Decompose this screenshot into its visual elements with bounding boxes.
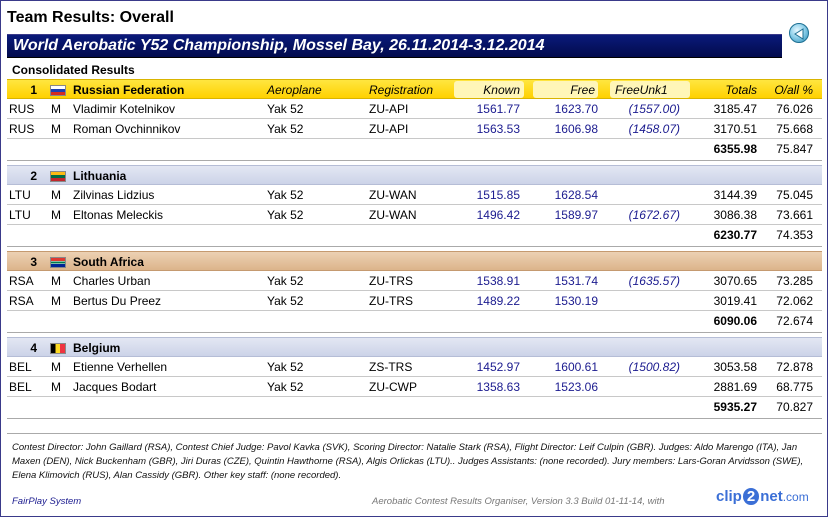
pilot-row[interactable]: [7, 357, 822, 377]
team-name: Lithuania: [73, 169, 127, 183]
pilot-overall-pct: 75.668: [776, 122, 813, 136]
clip2net-watermark: [716, 488, 826, 512]
pilot-total: 3086.38: [713, 208, 757, 222]
pilot-total: 3053.58: [713, 360, 757, 374]
team-header: [7, 79, 822, 99]
pilot-overall-pct: 73.661: [776, 208, 813, 222]
pilot-country: RUS: [9, 102, 35, 116]
pilot-country: RSA: [9, 294, 34, 308]
team-header: [7, 337, 822, 357]
col-freeunk1: FreeUnk1: [615, 83, 668, 97]
pilot-registration: ZS-TRS: [369, 360, 413, 374]
pilot-registration: ZU-CWP: [369, 380, 417, 394]
team-total: 6355.98: [713, 142, 757, 156]
pilot-aeroplane: Yak 52: [267, 294, 304, 308]
pilot-name: Bertus Du Preez: [73, 294, 162, 308]
pilot-known: 1489.22: [476, 294, 520, 308]
pilot-name: Roman Ovchinnikov: [73, 122, 181, 136]
pilot-name: Eltonas Meleckis: [73, 208, 164, 222]
pilot-country: RSA: [9, 274, 34, 288]
pilot-overall-pct: 76.026: [776, 102, 813, 116]
back-button[interactable]: [789, 23, 809, 43]
organiser-credit: Aerobatic Contest Results Organiser, Version 3.3 Build 01-11-14, with: [372, 496, 665, 507]
pilot-free: 1623.70: [554, 102, 598, 116]
pilot-total: 3144.39: [713, 188, 757, 202]
pilot-sex: M: [51, 208, 61, 222]
pilot-freeunk1: (1557.00): [628, 102, 680, 116]
pilot-total: 2881.69: [713, 380, 757, 394]
watermark-two: 2: [743, 488, 759, 505]
watermark-clip: clip: [716, 488, 742, 505]
pilot-free: 1600.61: [554, 360, 598, 374]
pilot-aeroplane: Yak 52: [267, 102, 304, 116]
pilot-total: 3170.51: [713, 122, 757, 136]
results-table: [7, 79, 822, 419]
watermark-dotcom: .com: [782, 490, 809, 504]
south-africa-flag-icon: [50, 257, 66, 268]
team-total-row: [7, 225, 822, 247]
pilot-row[interactable]: [7, 205, 822, 225]
pilot-row[interactable]: [7, 377, 822, 397]
team-header: [7, 165, 822, 185]
pilot-country: LTU: [9, 188, 31, 202]
pilot-name: Zilvinas Lidzius: [73, 188, 155, 202]
col-registration: Registration: [369, 83, 434, 97]
footer-divider: [7, 433, 822, 434]
pilot-sex: M: [51, 380, 61, 394]
pilot-overall-pct: 75.045: [776, 188, 813, 202]
pilot-row[interactable]: [7, 271, 822, 291]
pilot-country: LTU: [9, 208, 31, 222]
section-label: Consolidated Results: [12, 63, 135, 77]
team-header: [7, 251, 822, 271]
pilot-row[interactable]: [7, 185, 822, 205]
pilot-row[interactable]: [7, 291, 822, 311]
pilot-free: 1531.74: [554, 274, 598, 288]
pilot-name: Charles Urban: [73, 274, 151, 288]
pilot-sex: M: [51, 188, 61, 202]
pilot-name: Jacques Bodart: [73, 380, 157, 394]
pilot-aeroplane: Yak 52: [267, 274, 304, 288]
pilot-known: 1452.97: [476, 360, 520, 374]
pilot-overall-pct: 73.285: [776, 274, 813, 288]
pilot-sex: M: [51, 122, 61, 136]
pilot-row[interactable]: [7, 99, 822, 119]
pilot-total: 3185.47: [713, 102, 757, 116]
pilot-registration: ZU-TRS: [369, 294, 413, 308]
team-rank: 1: [30, 83, 37, 97]
pilot-known: 1563.53: [476, 122, 520, 136]
pilot-registration: ZU-API: [369, 122, 409, 136]
page-title: Team Results: Overall: [7, 9, 174, 26]
footer-bottom: [12, 488, 822, 510]
pilot-known: 1515.85: [476, 188, 520, 202]
pilot-total: 3019.41: [713, 294, 757, 308]
pilot-sex: M: [51, 294, 61, 308]
pilot-total: 3070.65: [713, 274, 757, 288]
lithuania-flag-icon: [50, 171, 66, 182]
pilot-free: 1589.97: [554, 208, 598, 222]
col-known: Known: [483, 83, 520, 97]
team-rank: 3: [30, 255, 37, 269]
pilot-known: 1561.77: [476, 102, 520, 116]
team-name: Russian Federation: [73, 83, 185, 97]
pilot-sex: M: [51, 274, 61, 288]
pilot-country: BEL: [9, 360, 32, 374]
pilot-known: 1358.63: [476, 380, 520, 394]
belgium-flag-icon: [50, 343, 66, 354]
pilot-free: 1628.54: [554, 188, 598, 202]
team-total: 5935.27: [713, 400, 757, 414]
team-overall-pct: 75.847: [776, 142, 813, 156]
pilot-free: 1606.98: [554, 122, 598, 136]
team-total-row: [7, 397, 822, 419]
fairplay-link[interactable]: FairPlay System: [12, 496, 82, 507]
russia-flag-icon: [50, 85, 66, 96]
pilot-aeroplane: Yak 52: [267, 208, 304, 222]
team-name: Belgium: [73, 341, 121, 355]
col-free: Free: [570, 83, 595, 97]
pilot-freeunk1: (1635.57): [628, 274, 680, 288]
championship-title: World Aerobatic Y52 Championship, Mossel Bay, 26.11.2014-3.12.2014: [13, 37, 545, 54]
pilot-name: Etienne Verhellen: [73, 360, 168, 374]
team-total: 6230.77: [713, 228, 757, 242]
team-overall-pct: 70.827: [776, 400, 813, 414]
team-rank: 4: [30, 341, 37, 355]
pilot-registration: ZU-API: [369, 102, 409, 116]
pilot-freeunk1: (1458.07): [628, 122, 680, 136]
back-arrow-icon: [793, 27, 807, 41]
pilot-freeunk1: (1672.67): [628, 208, 680, 222]
pilot-free: 1523.06: [554, 380, 598, 394]
pilot-overall-pct: 72.062: [776, 294, 813, 308]
col-overall-pct: O/all %: [774, 83, 813, 97]
col-aeroplane: Aeroplane: [267, 83, 322, 97]
pilot-row[interactable]: [7, 119, 822, 139]
pilot-registration: ZU-TRS: [369, 274, 413, 288]
pilot-freeunk1: (1500.82): [628, 360, 680, 374]
pilot-overall-pct: 68.775: [776, 380, 813, 394]
pilot-sex: M: [51, 102, 61, 116]
team-total: 6090.06: [713, 314, 757, 328]
pilot-aeroplane: Yak 52: [267, 122, 304, 136]
officials-footer: Contest Director: John Gaillard (RSA), Contest Chief Judge: Pavol Kavka (SVK), Scoring Director: Natalie Stark (RSA), Flight Director: Leif Culpin (GBR). Judges: Aldo Marengo (ITA), Jan Maxen (DEN), Nick Buckenham (GBR), Jiri Duras (CZE), Quintin Hawthorne (RSA), Algis Orlickas (LTU).. Judges Assistants: (none recorded). Jury members: Lars-Goran Arvidsson (SWE), Elena Klimovich (RUS), Alan Cassidy (GBR). Other key staff: (none recorded).: [12, 442, 804, 481]
team-name: South Africa: [73, 255, 144, 269]
pilot-country: BEL: [9, 380, 32, 394]
col-totals: Totals: [725, 83, 757, 97]
team-rank: 2: [30, 169, 37, 183]
pilot-known: 1538.91: [476, 274, 520, 288]
pilot-known: 1496.42: [476, 208, 520, 222]
pilot-registration: ZU-WAN: [369, 208, 417, 222]
watermark-net: net: [760, 488, 783, 505]
team-overall-pct: 72.674: [776, 314, 813, 328]
pilot-country: RUS: [9, 122, 35, 136]
pilot-registration: ZU-WAN: [369, 188, 417, 202]
page-title-bar: [7, 9, 817, 31]
team-total-row: [7, 139, 822, 161]
pilot-aeroplane: Yak 52: [267, 188, 304, 202]
pilot-name: Vladimir Kotelnikov: [73, 102, 176, 116]
pilot-free: 1530.19: [554, 294, 598, 308]
team-total-row: [7, 311, 822, 333]
team-overall-pct: 74.353: [776, 228, 813, 242]
pilot-aeroplane: Yak 52: [267, 380, 304, 394]
pilot-aeroplane: Yak 52: [267, 360, 304, 374]
pilot-sex: M: [51, 360, 61, 374]
championship-banner: [7, 34, 782, 58]
pilot-overall-pct: 72.878: [776, 360, 813, 374]
